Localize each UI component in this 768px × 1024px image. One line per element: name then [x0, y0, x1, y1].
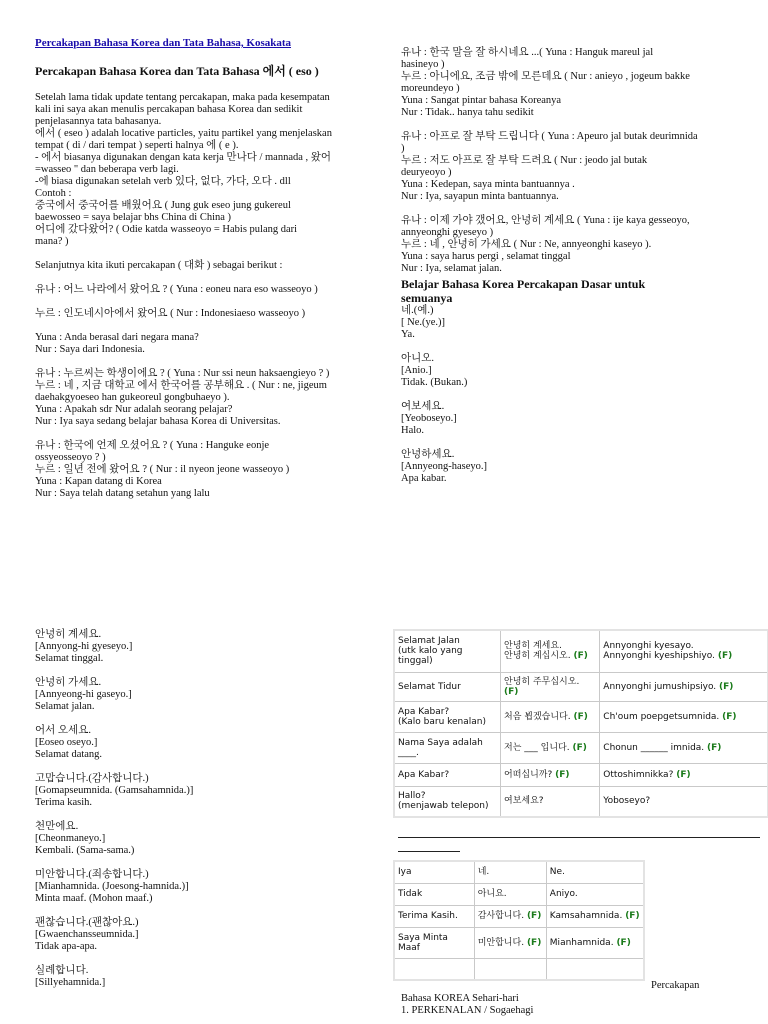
table-row: [394, 786, 768, 817]
korean-cell: [501, 672, 600, 701]
section-heading: Belajar Bahasa Korea Percakapan Dasar untuk semuanya: [401, 277, 646, 305]
korean-cell: [474, 861, 546, 883]
korean-cell: [474, 958, 546, 980]
vocab-item: 안녕히 계세요. [Annyong-hi gyeseyo.] Selamat tinggal.: [35, 629, 133, 664]
korean-cell-text: 어떠십니까?: [504, 769, 553, 780]
korean-cell-text: 감사합니다.: [477, 911, 525, 921]
table-row: [394, 672, 768, 701]
paragraph: Yuna : Anda berasal dari negara mana? Nur : Saya dari Indonesia.: [35, 332, 199, 355]
formal-marker: (F): [625, 911, 640, 921]
indonesian-cell-text: Selamat Jalan (utk kalo yang tinggal): [398, 636, 463, 667]
indonesian-cell-text: Apa Kabar?: [398, 769, 450, 780]
romanization-cell: [600, 701, 768, 732]
korean-cell-text: 안녕히 계세요. 안녕히 계십시오.: [504, 641, 571, 662]
korean-cell: [501, 701, 600, 732]
romanization-cell: [546, 958, 644, 980]
table-row: [394, 861, 644, 883]
table-row: [394, 958, 644, 980]
romanization-cell: [546, 927, 644, 958]
indonesian-cell: [394, 630, 501, 672]
formal-marker: (F): [717, 651, 733, 662]
romanization-cell-text: Ottoshimnikka?: [603, 769, 674, 780]
romanization-cell-text: Ch'oum poepgetsumnida.: [603, 711, 720, 722]
romanization-cell: [600, 732, 768, 763]
article-title-link[interactable]: Percakapan Bahasa Korea dan Tata Bahasa, Kosakata: [35, 37, 292, 49]
table-row: [394, 883, 644, 905]
vocab-item: 여보세요. [Yeoboseyo.] Halo.: [401, 401, 457, 436]
formal-marker: (F): [526, 911, 542, 921]
paragraph: 유나 : 이제 가야 갰어요, 안녕히 계세요 ( Yuna : ije kaya gesseoyo, annyeonghi gyeseyo ) 누르 : 네 , 안녕히 가세요 ( Nur : Ne, annyeonghi kaseyo ). Yuna : saya harus pergi , selamat tinggal Nur : Iya, selamat jalan.: [401, 215, 690, 274]
romanization-cell-text: Ne.: [549, 867, 565, 878]
indonesian-cell: [394, 883, 474, 905]
korean-cell: [501, 630, 600, 672]
indonesian-cell: [394, 861, 474, 883]
divider-line: [398, 837, 760, 838]
indonesian-cell-text: Iya: [398, 867, 412, 878]
indonesian-cell: [394, 927, 474, 958]
paragraph: 유나 : 한국 말을 잘 하시네요 ...( Yuna : Hanguk mareul jal hasineyo ) 누르 : 아니에요, 조금 밖에 모른데요 ( Nur : anieyo , jogeum bakke moreundeyo ) Yuna : Sangat pintar bahasa Koreanya Nur : Tidak.. hanya tahu sedikit: [401, 47, 690, 118]
paragraph: Selanjutnya kita ikuti percakapan ( 대화 ) sebagai berikut :: [35, 260, 283, 271]
romanization-cell-text: Annyonghi jumushipsiyo.: [603, 681, 717, 692]
romanization-cell-text: Mianhamnida.: [549, 937, 614, 948]
bottom-right-text: [401, 993, 741, 1017]
phrase-table-basic: [393, 860, 645, 981]
formal-marker: (F): [504, 686, 519, 697]
vocab-item: 천만에요. [Cheonmaneyo.] Kembali. (Sama-sama.): [35, 821, 135, 856]
indonesian-cell-text: Apa Kabar? (Kalo baru kenalan): [398, 706, 487, 727]
vocab-item: 안녕하세요. [Annyeong-haseyo.] Apa kabar.: [401, 449, 488, 484]
indonesian-cell: [394, 732, 501, 763]
korean-cell-text: 여보세요?: [504, 796, 544, 807]
romanization-cell: [600, 672, 768, 701]
korean-cell-text: 저는 ___ 입니다.: [504, 742, 570, 753]
paragraph: Setelah lama tidak update tentang percakapan, maka pada kesempatan kali ini saya akan menulis percakapan bahasa Korea dan sedikit penjelasannya tata bahasanya. 에서 ( eseo ) adalah locative particles, yaitu partikel yang menjelaskan tempat ( di / dari tempat ) seperti halnya 에 ( e ). - 에서 biasanya digunakan dengan kata kerja 만나다 / mannada , 왔어 =wasseo " dan beberapa verb lagi. -에 biasa digunakan setelah verb 있다, 없다, 가다, 오다 . dll Contoh : 중국에서 중국어를 배웠어요 ( Jung guk eseo jung gukereul baewosseo = saya belajar bhs China di China ) 어디에 갔다왔어? ( Odie katda wasseoyo = Habis pulang dari mana? ): [35, 92, 332, 247]
korean-cell: [501, 786, 600, 817]
vocab-item: 네.(예.) [ Ne.(ye.)] Ya.: [401, 305, 446, 340]
romanization-cell: [600, 763, 768, 786]
romanization-cell: [600, 786, 768, 817]
vocab-item: 미안합니다.(죄송합니다.) [Mianhamnida. (Joesong-hamnida.)] Minta maaf. (Mohon maaf.): [35, 869, 189, 904]
romanization-cell-text: Yoboseyo?: [603, 796, 651, 807]
vocab-item: 어서 오세요. [Eoseo oseyo.] Selamat datang.: [35, 725, 103, 760]
formal-marker: (F): [676, 769, 691, 780]
indonesian-cell-text: Hallo? (menjawab telepon): [398, 791, 489, 812]
vocab-item: 안녕히 가세요. [Annyeong-hi gaseyo.] Selamat jalan.: [35, 677, 132, 712]
formal-marker: (F): [573, 651, 588, 662]
paragraph: 유나 : 한국에 언제 오셨어요 ? ( Yuna : Hanguke eonje ossyeosseoyo ? ) 누르 : 일년 전에 왔어요 ? ( Nur : il nyeon jeone wasseoyo ) Yuna : Kapan datang di Korea Nur : Saya telah datang setahun yang lalu: [35, 440, 290, 499]
korean-cell: [474, 883, 546, 905]
subtitle-line: Bahasa KOREA Sehari-hari: [401, 993, 519, 1004]
indonesian-cell: [394, 701, 501, 732]
left-text: [35, 92, 380, 500]
korean-cell: [474, 905, 546, 927]
indonesian-cell-text: Selamat Tidur: [398, 681, 461, 692]
romanization-cell: [546, 905, 644, 927]
korean-cell: [501, 732, 600, 763]
table-row: [394, 732, 768, 763]
indonesian-cell: [394, 958, 474, 980]
table-row: [394, 701, 768, 732]
vocab-item: 고맙습니다.(감사합니다.) [Gomapseumnida. (Gamsahamnida.)] Terima kasih.: [35, 773, 194, 808]
romanization-cell-text: Annyonghi kyesayo. Annyonghi kyeshipshiyo.: [603, 641, 715, 662]
korean-cell-text: 처음 뵙겠습니다.: [504, 711, 571, 722]
korean-cell-text: 네.: [477, 867, 490, 878]
indonesian-cell-text: Saya Minta Maaf: [398, 932, 448, 953]
indonesian-cell-text: Terima Kasih.: [398, 911, 458, 921]
table-row: [394, 905, 644, 927]
article-heading: Percakapan Bahasa Korea dan Tata Bahasa 에서 ( eso ): [35, 64, 319, 78]
paragraph: 유나 : 누르씨는 학생이에요 ? ( Yuna : Nur ssi neun haksaengieyo ? ) 누르 : 네 , 지금 대학교 에서 한국어를 공부해요 . ( Nur : ne, jigeum daehakgyoeseo han gukeoreul gongbuhaeyo ). Yuna : Apakah sdr Nur adalah seorang pelajar? Nur : Iya saya sedang belajar bahasa Korea di Universitas.: [35, 368, 330, 427]
formal-marker: (F): [707, 742, 722, 753]
vocab-item: 실례합니다. [Sillyehamnida.]: [35, 965, 106, 988]
formal-marker: (F): [722, 711, 737, 722]
formal-marker: (F): [719, 681, 734, 692]
romanization-cell: [546, 883, 644, 905]
right-column: [401, 47, 741, 485]
divider-line-short: [398, 851, 460, 852]
left-column: [35, 37, 380, 500]
romanization-cell-text: Kamsahamnida.: [549, 911, 623, 921]
formal-marker: (F): [616, 937, 631, 948]
romanization-cell: [546, 861, 644, 883]
table-row: [394, 927, 644, 958]
korean-cell: [501, 763, 600, 786]
paragraph: 유나 : 어느 나라에서 왔어요 ? ( Yuna : eoneu nara eso wasseoyo ): [35, 284, 318, 295]
romanization-cell-text: Aniyo.: [549, 889, 578, 899]
indonesian-cell: [394, 905, 474, 927]
korean-cell-text: 미안합니다.: [477, 937, 525, 948]
romanization-cell: [600, 630, 768, 672]
romanization-cell-text: Chonun ______ imnida.: [603, 742, 705, 753]
indonesian-cell-text: Tidak: [398, 889, 423, 899]
vocab-item: 괜찮습니다.(괜찮아요.) [Gwaenchansseumnida.] Tidak apa-apa.: [35, 917, 139, 952]
korean-cell: [474, 927, 546, 958]
indonesian-cell: [394, 763, 501, 786]
formal-marker: (F): [573, 711, 588, 722]
korean-cell-text: 안녕히 주무십시오.: [504, 676, 580, 687]
formal-marker: (F): [555, 769, 570, 780]
formal-marker: (F): [526, 937, 542, 948]
indonesian-cell: [394, 672, 501, 701]
indonesian-cell-text: Nama Saya adalah ____.: [398, 737, 483, 758]
vocab-item: 아니오. [Anio.] Tidak. (Bukan.): [401, 353, 468, 388]
paragraph: 유나 : 아프로 잘 부탁 드립니다 ( Yuna : Apeuro jal butak deurimnida ) 누르 : 저도 아프로 잘 부탁 드려요 ( Nur : jeodo jal butak deuryeoyo ) Yuna : Kedepan, saya minta bantuannya . Nur : Iya, sayapun minta bantuannya.: [401, 131, 698, 202]
bottom-left-vocab: [35, 629, 365, 989]
korean-cell-text: 아니요.: [477, 889, 507, 899]
formal-marker: (F): [572, 742, 587, 753]
phrase-table: [393, 629, 768, 818]
indonesian-cell: [394, 786, 501, 817]
paragraph: 누르 : 인도네시아에서 왔어요 ( Nur : Indonesiaeso wasseoyo ): [35, 308, 306, 319]
section-line: 1. PERKENALAN / Sogaehagi: [401, 1005, 534, 1016]
table-row: [394, 763, 768, 786]
percakapan-label: Percakapan: [651, 980, 700, 991]
table-row: [394, 630, 768, 672]
